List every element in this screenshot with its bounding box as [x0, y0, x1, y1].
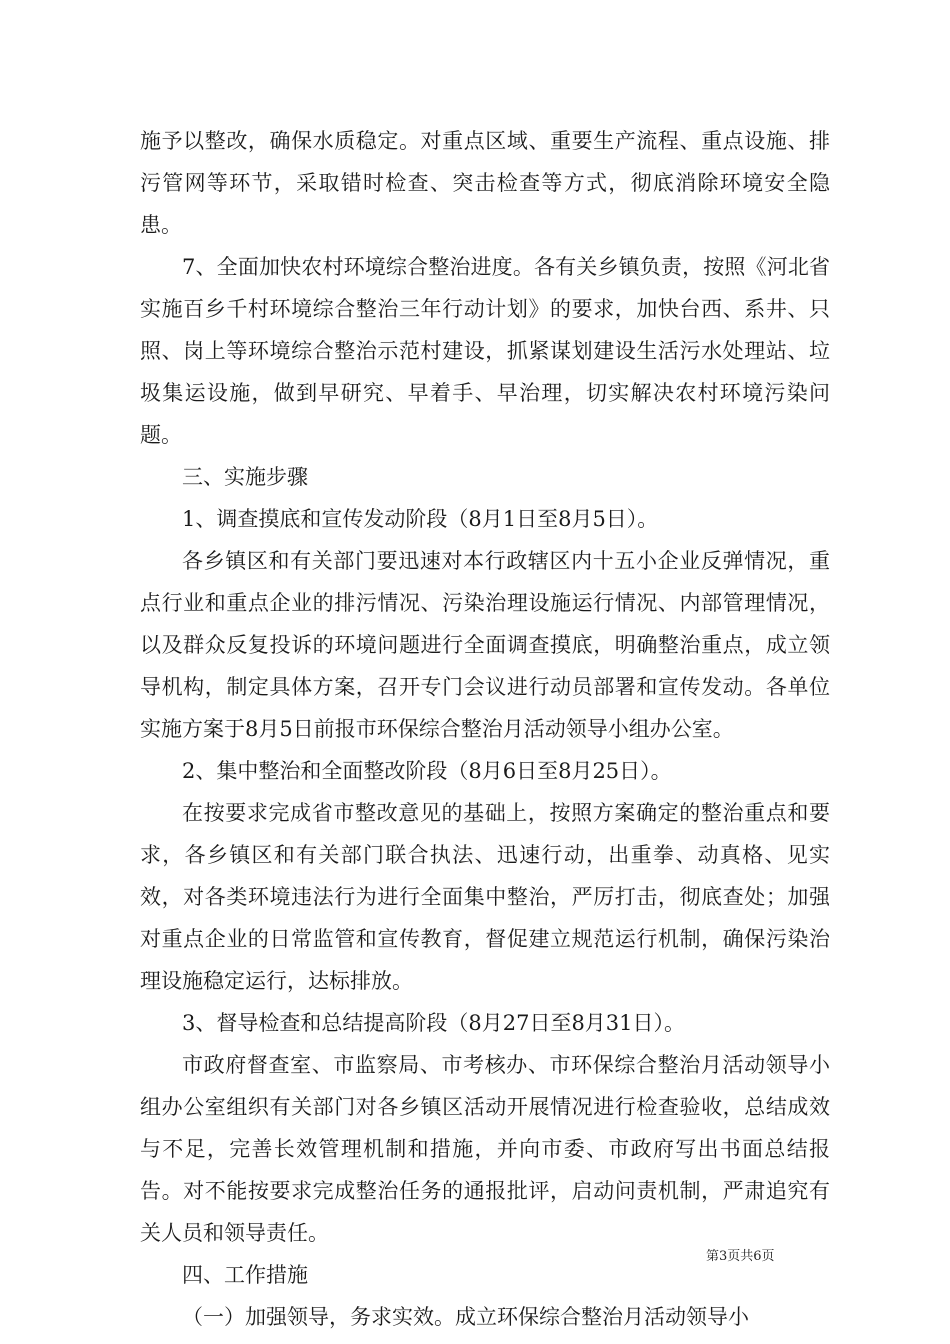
- section-heading-3: 三、实施步骤: [182, 465, 308, 489]
- step-3-heading: 3、督导检查和总结提高阶段（8月27日至8月31日）。: [182, 1011, 686, 1035]
- page-number: 第3页共6页: [706, 1249, 775, 1264]
- paragraph-measure-1: （一）加强领导，务求实效。成立环保综合整治月活动领导小: [182, 1305, 749, 1329]
- paragraph-step-3: 市政府督查室、市监察局、市考核办、市环保综合整治月活动领导小组办公室组织有关部门对各乡镇区活动开展情况进行检查验收，总结成效与不足，完善长效管理机制和措施，并向市委、市政府写出书面总结报告。对不能按要求完成整治任务的通报批评，启动问责机制，严肃追究有关人员和领导责任。: [140, 1053, 830, 1245]
- paragraph-1: 施予以整改，确保水质稳定。对重点区域、重要生产流程、重点设施、排污管网等环节，采取错时检查、突击检查等方式，彻底消除环境安全隐患。: [140, 129, 830, 237]
- paragraph-2: 7、全面加快农村环境综合整治进度。各有关乡镇负责，按照《河北省实施百乡千村环境综合整治三年行动计划》的要求，加快台西、系井、只照、岗上等环境综合整治示范村建设，抓紧谋划建设生活污水处理站、垃圾集运设施，做到早研究、早着手、早治理，切实解决农村环境污染问题。: [140, 255, 830, 447]
- paragraph-step-1: 各乡镇区和有关部门要迅速对本行政辖区内十五小企业反弹情况，重点行业和重点企业的排污情况、污染治理设施运行情况、内部管理情况，以及群众反复投诉的环境问题进行全面调查摸底，明确整治重点，成立领导机构，制定具体方案，召开专门会议进行动员部署和宣传发动。各单位实施方案于8月5日前报市环保综合整治月活动领导小组办公室。: [140, 549, 830, 741]
- step-1-heading: 1、调查摸底和宣传发动阶段（8月1日至8月5日）。: [182, 507, 659, 531]
- step-2-heading: 2、集中整治和全面整改阶段（8月6日至8月25日）。: [182, 759, 672, 783]
- section-heading-4: 四、工作措施: [182, 1263, 308, 1287]
- document-body: [140, 120, 830, 1338]
- paragraph-step-2: 在按要求完成省市整改意见的基础上，按照方案确定的整治重点和要求，各乡镇区和有关部门联合执法、迅速行动，出重拳、动真格、见实效，对各类环境违法行为进行全面集中整治，严厉打击，彻底查处；加强对重点企业的日常监管和宣传教育，督促建立规范运行机制，确保污染治理设施稳定运行，达标排放。: [140, 801, 830, 993]
